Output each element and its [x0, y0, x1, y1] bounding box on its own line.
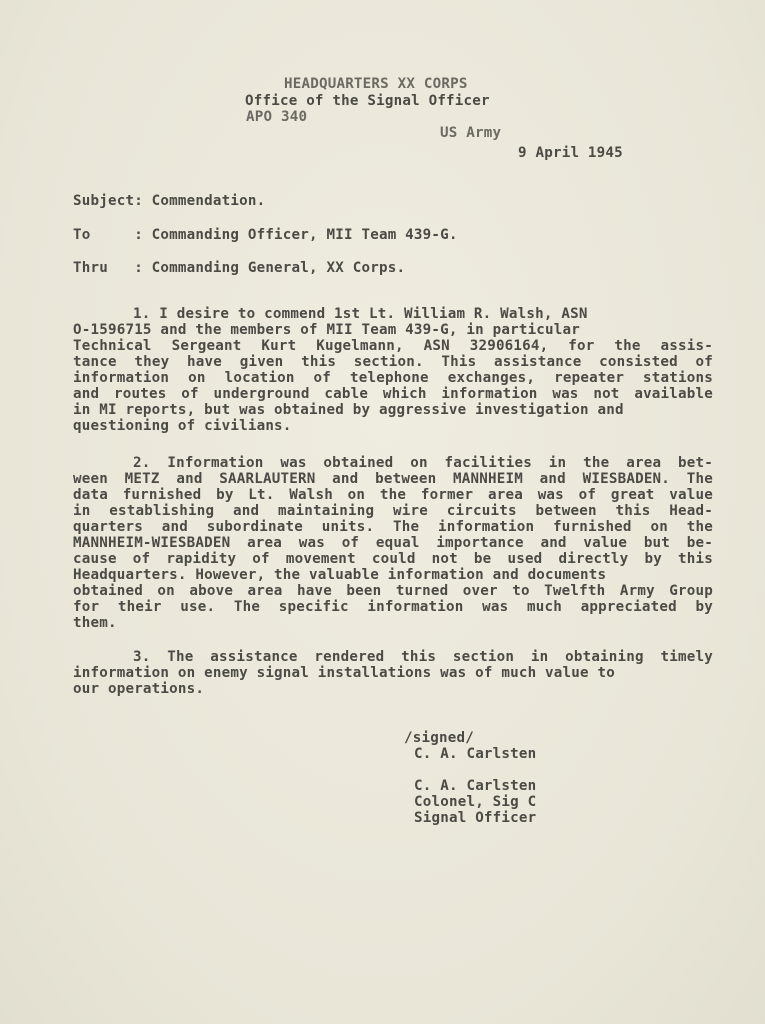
paragraph-line: in MI reports, but was obtained by aggressive investigation and [73, 402, 624, 418]
paragraph-line: Technical Sergeant Kurt Kugelmann, ASN 32906164, for the assis- [73, 338, 713, 354]
paragraph-line: information on enemy signal installations was of much value to [73, 665, 615, 681]
paragraph-line: data furnished by Lt. Walsh on the former area was of great value [73, 487, 713, 503]
paragraph-line: tance they have given this section. This assistance consisted of [73, 354, 713, 370]
signed-name: C. A. Carlsten [414, 746, 537, 762]
thru-line: Thru : Commanding General, XX Corps. [73, 260, 406, 276]
paragraph-line: quarters and subordinate units. The information furnished on the [73, 519, 713, 535]
paragraph-line: obtained on above area have been turned over to Twelfth Army Group [73, 583, 713, 599]
to-line: To : Commanding Officer, MII Team 439-G. [73, 227, 458, 243]
letterhead-army: US Army [440, 125, 502, 141]
letter-date: 9 April 1945 [518, 145, 623, 161]
paragraph-line: and routes of underground cable which information was not available [73, 386, 713, 402]
paragraph-line: O-1596715 and the members of MII Team 439-G, in particular [73, 322, 581, 338]
letterhead-line-3 [0, 93, 765, 157]
letterhead-office: Office of the Signal Officer [245, 93, 490, 109]
letterhead-hq: HEADQUARTERS XX CORPS [284, 76, 468, 92]
signed-marker: /signed/ [404, 730, 474, 746]
signatory-rank: Colonel, Sig C [414, 794, 537, 810]
paragraph-line: in establishing and maintaining wire circuits between this Head- [73, 503, 713, 519]
paragraph-line: Headquarters. However, the valuable information and documents [73, 567, 607, 583]
paragraph-line: our operations. [73, 681, 205, 697]
letterhead-apo: APO 340 [246, 109, 308, 125]
paragraph-line: questioning of civilians. [73, 418, 292, 434]
paragraph-line: ween METZ and SAARLAUTERN and between MANNHEIM and WIESBADEN. The [73, 471, 713, 487]
paragraph-line: MANNHEIM-WIESBADEN area was of equal importance and value but be- [73, 535, 713, 551]
paragraph-line: cause of rapidity of movement could not be used directly by this [73, 551, 713, 567]
paragraph-line: them. [73, 615, 117, 631]
signatory-title: Signal Officer [414, 810, 537, 826]
signatory-name: C. A. Carlsten [414, 778, 537, 794]
paragraph-line: 3. The assistance rendered this section in obtaining timely [133, 649, 713, 665]
subject-line: Subject: Commendation. [73, 193, 266, 209]
paragraph-line: 2. Information was obtained on facilities in the area bet- [133, 455, 713, 471]
paragraph-line: for their use. The specific information was much appreciated by [73, 599, 713, 615]
paragraph-line: 1. I desire to commend 1st Lt. William R. Walsh, ASN [133, 306, 588, 322]
paragraph-line: information on location of telephone exchanges, repeater stations [73, 370, 713, 386]
